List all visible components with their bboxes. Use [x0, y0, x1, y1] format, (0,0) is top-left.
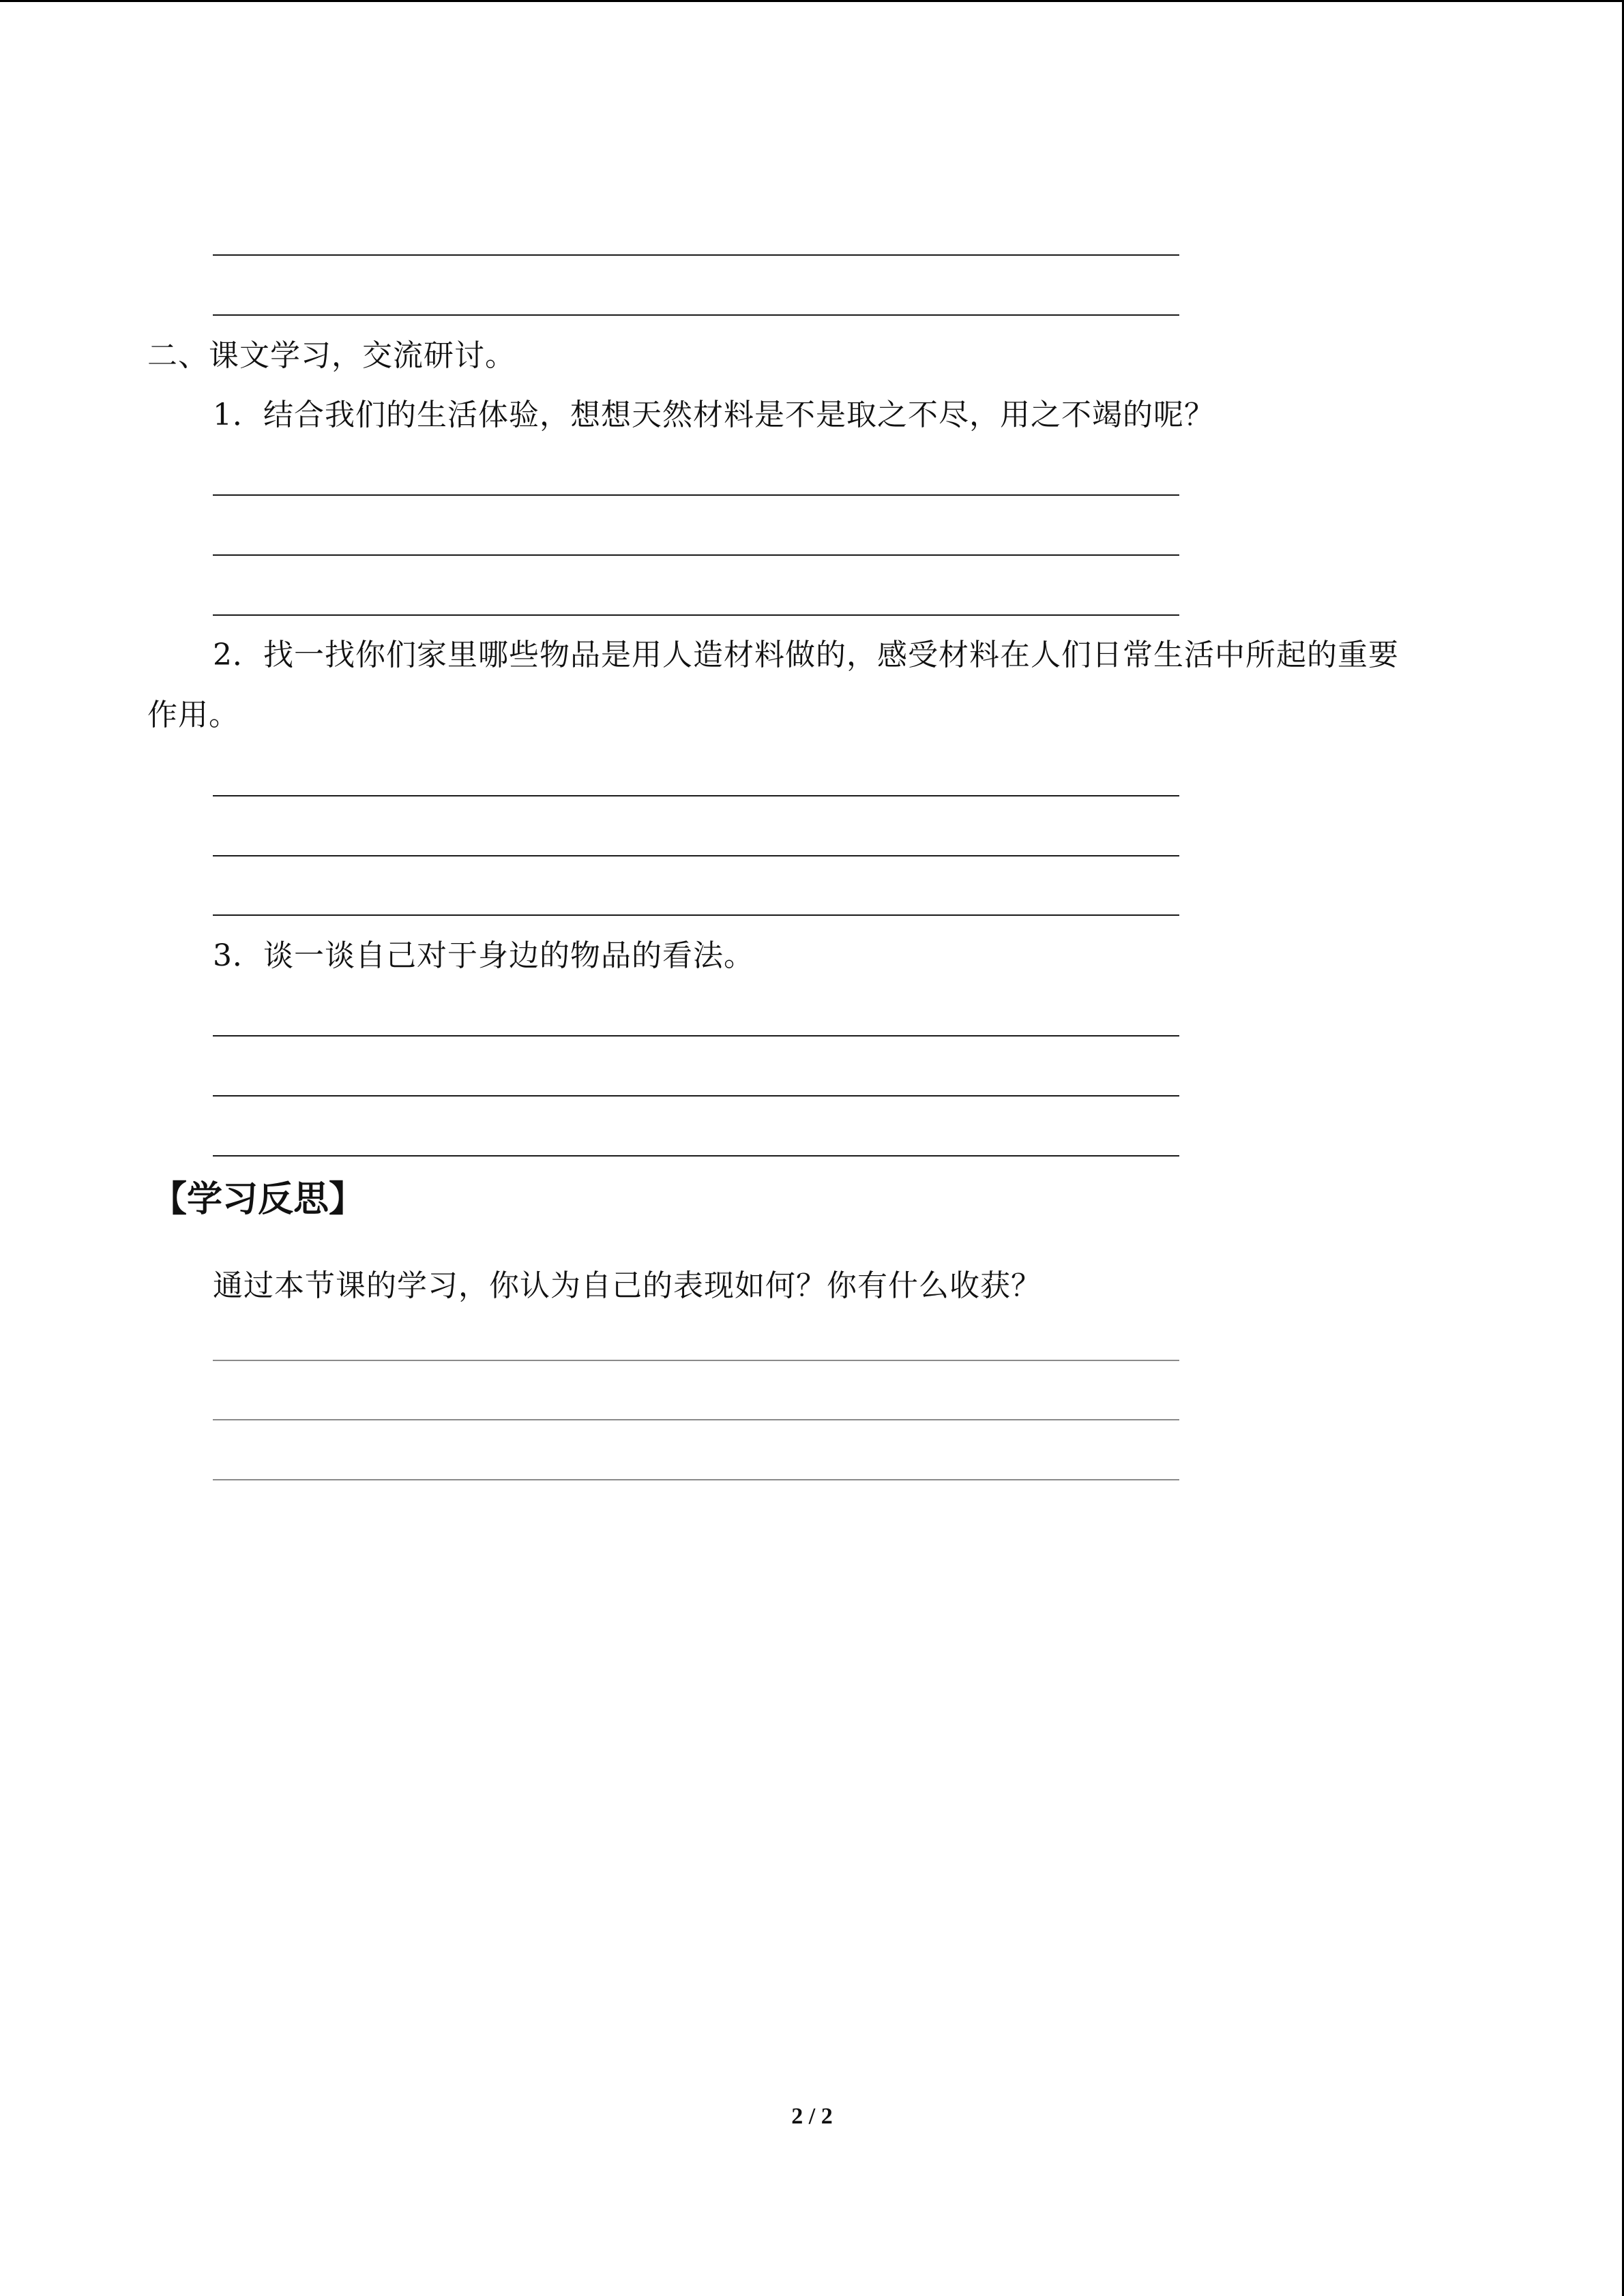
question-2-line-2: 作用。	[147, 698, 239, 732]
answer-line[interactable]	[213, 254, 1179, 256]
page-number: 2 / 2	[791, 2104, 833, 2129]
answer-line[interactable]	[213, 1155, 1179, 1157]
answer-line[interactable]	[213, 855, 1179, 856]
answer-line[interactable]	[213, 1035, 1179, 1037]
question-1: 1．结合我们的生活体验，想想天然材料是不是取之不尽，用之不竭的呢？	[213, 398, 1215, 432]
page-top-border	[0, 0, 1624, 2]
answer-line[interactable]	[213, 1419, 1179, 1420]
reflection-prompt: 通过本节课的学习，你认为自己的表现如何？你有什么收获？	[213, 1268, 1042, 1303]
question-2-line-1: 2．找一找你们家里哪些物品是用人造材料做的，感受材料在人们日常生活中所起的重要	[213, 638, 1399, 672]
answer-line[interactable]	[213, 1479, 1179, 1480]
answer-line[interactable]	[213, 314, 1179, 316]
question-3: 3．谈一谈自己对于身边的物品的看法。	[213, 938, 754, 973]
answer-line[interactable]	[213, 1360, 1179, 1361]
answer-line[interactable]	[213, 554, 1179, 556]
answer-line[interactable]	[213, 914, 1179, 916]
reflection-heading: 【学习反思】	[151, 1179, 365, 1220]
answer-line[interactable]	[213, 795, 1179, 796]
answer-line[interactable]	[213, 494, 1179, 496]
section-title: 二、课文学习，交流研讨。	[147, 338, 516, 373]
answer-line[interactable]	[213, 1095, 1179, 1097]
answer-line[interactable]	[213, 614, 1179, 616]
